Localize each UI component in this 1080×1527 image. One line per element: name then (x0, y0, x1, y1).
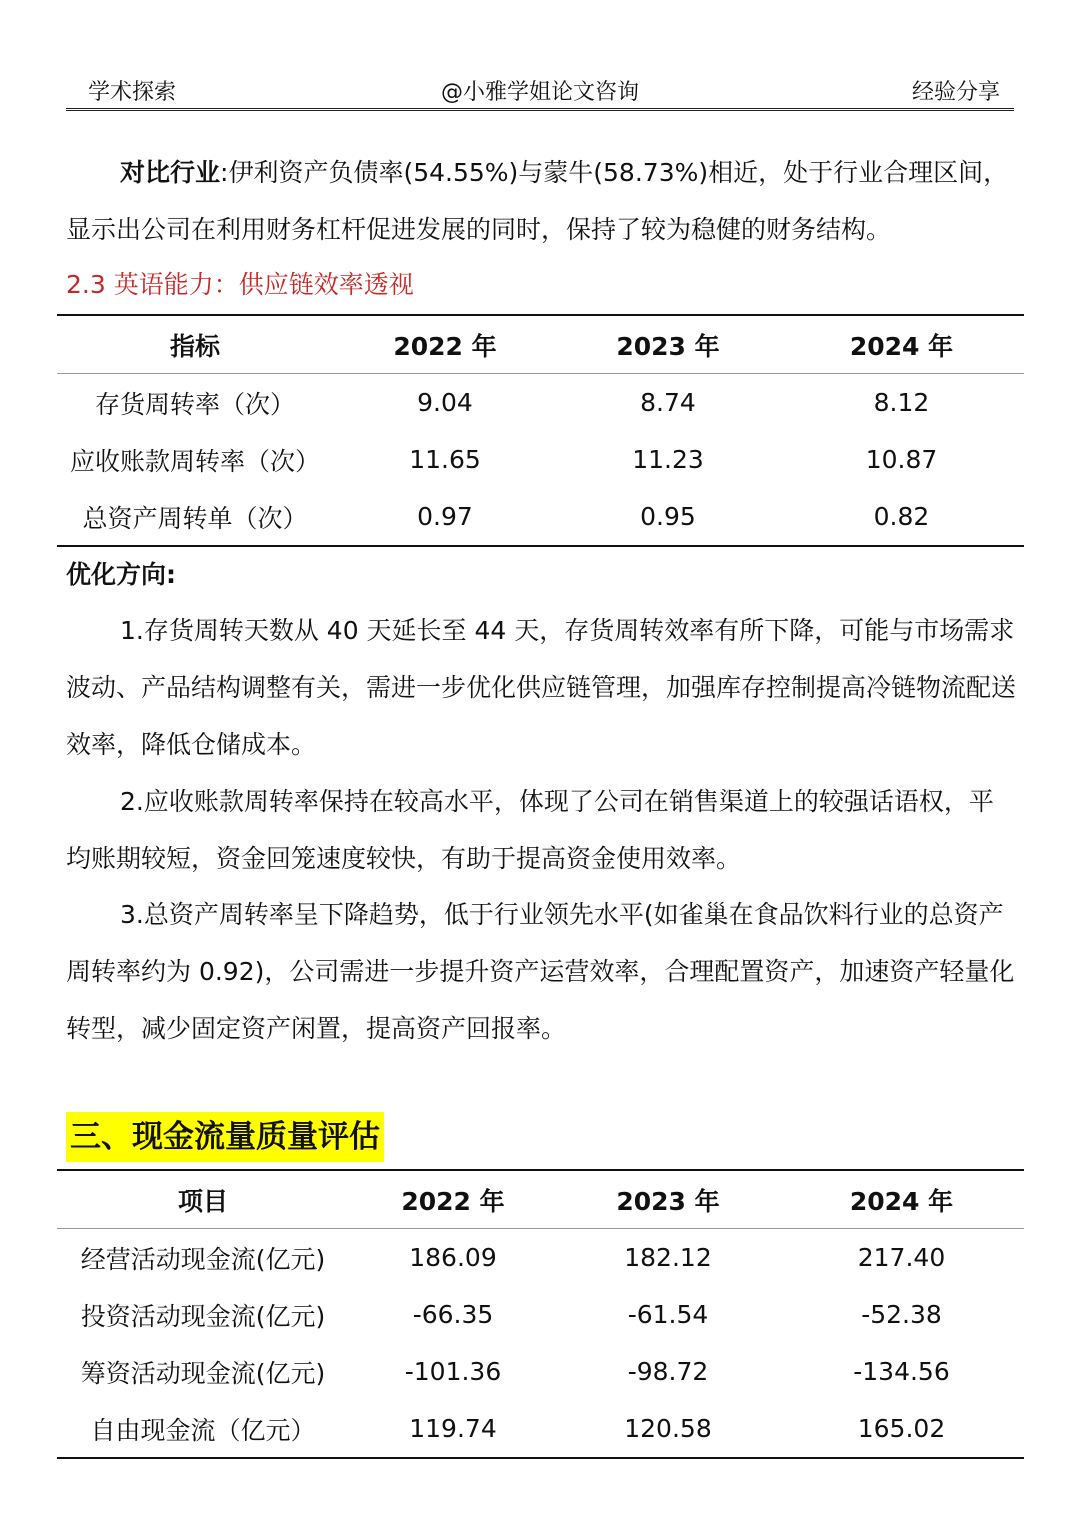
table-cell: 11.23 (632, 445, 704, 474)
table-header-cell: 指标 (57, 315, 333, 374)
table-cell: 自由现金流（亿元） (90, 1415, 316, 1445)
table-row (57, 431, 1024, 488)
table-cell: 165.02 (857, 1414, 946, 1443)
table-cell: 9.04 (417, 388, 473, 417)
table-cell: 投资活动现金流(亿元) (80, 1301, 326, 1331)
table-cell: 存货周转率（次） (94, 389, 295, 419)
table-header-row (57, 315, 1024, 374)
table-cell: 应收账款周转率（次） (69, 446, 320, 476)
cash-flow-table (57, 1169, 1024, 1459)
intro-text: :伊利资产负债率(54.55%)与蒙牛(58.73%)相近，处于行业合理区间，显示出公司在利用财务杠杆促进发展的同时，保持了较为稳健的财务结构。 (66, 158, 1009, 244)
table-header-cell: 2022 年 (333, 315, 557, 374)
table-cell: 8.12 (873, 388, 930, 417)
table-cell: 182.12 (624, 1243, 712, 1272)
section-2-3-heading: 2.3 英语能力：供应链效率透视 (66, 270, 414, 299)
table-cell: 186.09 (409, 1243, 497, 1272)
table-cell: 10.87 (865, 445, 938, 474)
page-header (66, 78, 1014, 111)
table-cell: -98.72 (627, 1357, 709, 1386)
table-cell: 经营活动现金流(亿元) (80, 1244, 326, 1274)
table-header-cell: 2023 年 (557, 315, 779, 374)
table-row (57, 1286, 1024, 1343)
table-cell: 11.65 (409, 445, 481, 474)
table-cell: -61.54 (627, 1300, 709, 1329)
table-row (57, 1343, 1024, 1400)
table-cell: 120.58 (624, 1414, 712, 1443)
table-header-cell: 项目 (57, 1170, 349, 1229)
table-header-row (57, 1170, 1024, 1229)
table-cell: 0.97 (417, 502, 473, 531)
table-cell: -101.36 (404, 1357, 502, 1386)
table-cell: 119.74 (409, 1414, 497, 1443)
table-cell: 0.95 (640, 502, 696, 531)
table-cell: -52.38 (861, 1300, 942, 1329)
header-right-label: 经验分享 (911, 80, 1000, 105)
table-cell: 0.82 (873, 502, 930, 531)
table-header-cell: 2023 年 (557, 1170, 779, 1229)
optimization-item-2: 2.应收账款周转率保持在较高水平，体现了公司在销售渠道上的较强话语权，平均账期较短，资金回笼速度较快，有助于提高资金使用效率。 (66, 787, 994, 873)
intro-paragraph (66, 144, 1016, 258)
table-cell: 总资产周转单（次） (82, 503, 308, 533)
header-center-label: @小雅学姐论文咨询 (440, 80, 639, 105)
table-cell: -66.35 (412, 1300, 494, 1329)
table-header-cell: 2024 年 (779, 1170, 1024, 1229)
table-row (57, 1400, 1024, 1458)
table-cell: 筹资活动现金流(亿元) (80, 1358, 326, 1388)
section-3-heading: 三、现金流量质量评估 (66, 1112, 384, 1162)
table-row (57, 1229, 1024, 1287)
table-cell: 217.40 (857, 1243, 946, 1272)
table-header-cell: 2024 年 (779, 315, 1024, 374)
table-row (57, 374, 1024, 432)
table-row (57, 488, 1024, 546)
optimization-item-1: 1.存货周转天数从 40 天延长至 44 天，存货周转效率有所下降，可能与市场需求波动、产品结构调整有关，需进一步优化供应链管理，加强库存控制提高冷链物流配送效率，降低仓储成本。 (66, 616, 1017, 759)
table-cell: 8.74 (640, 388, 696, 417)
table-header-cell: 2022 年 (349, 1170, 557, 1229)
supply-chain-table (57, 314, 1024, 547)
header-left-label: 学术探索 (88, 80, 177, 105)
intro-lead: 对比行业 (120, 158, 221, 187)
optimization-label: 优化方向: (66, 560, 176, 589)
optimization-item-3: 3.总资产周转率呈下降趋势，低于行业领先水平(如雀巢在食品饮料行业的总资产周转率约为 0.92)，公司需进一步提升资产运营效率，合理配置资产，加速资产轻量化转型，减少固定资产闲置，提高资产回报率。 (66, 900, 1015, 1043)
table-cell: -134.56 (853, 1357, 950, 1386)
